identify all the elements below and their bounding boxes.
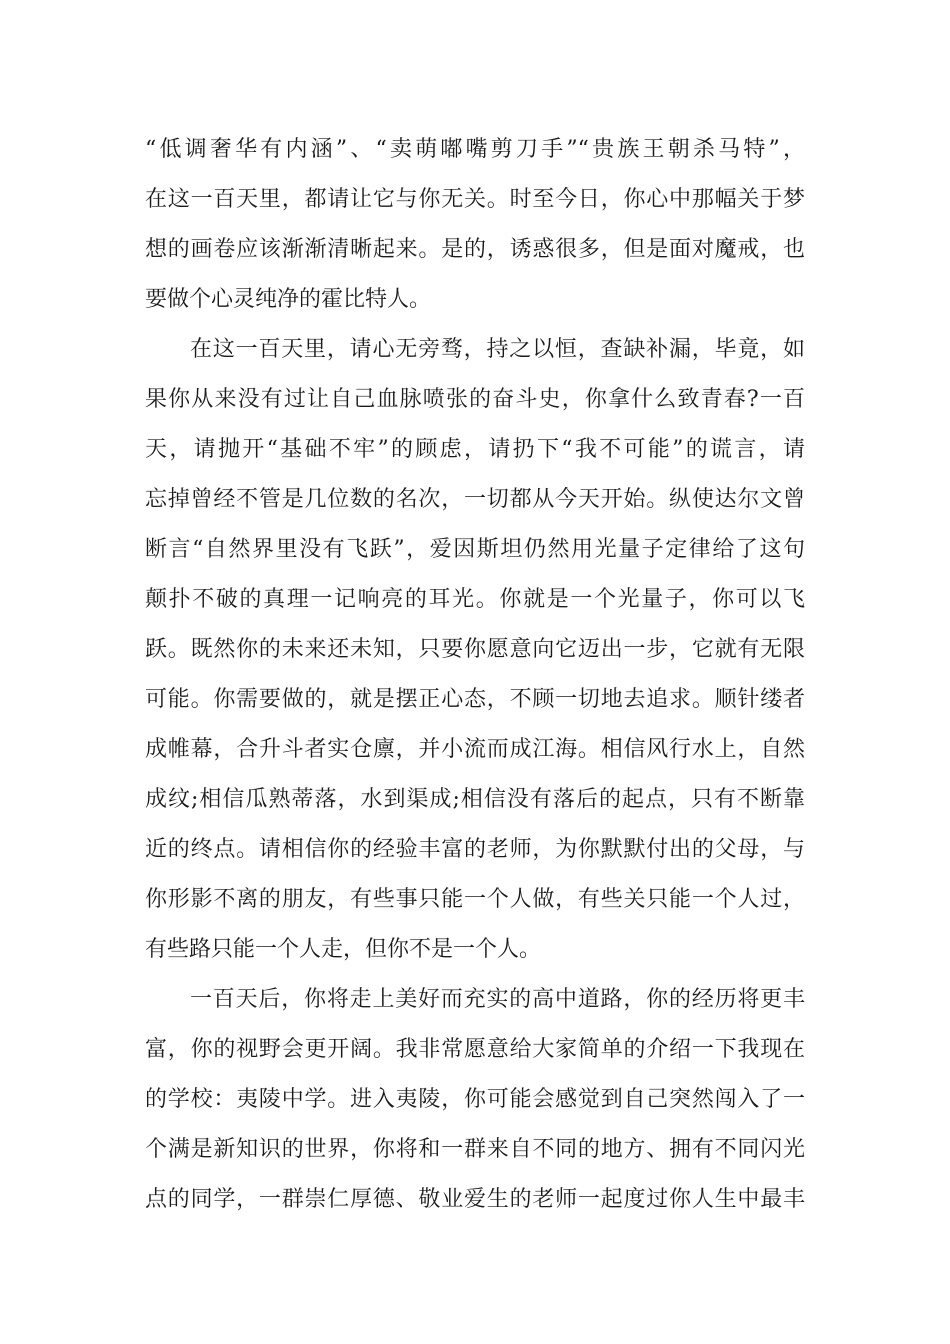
text-line: “低调奢华有内涵”、“卖萌嘟嘴剪刀手”“贵族王朝杀马特”， [145,137,805,162]
text-line: 成帷幕，合升斗者实仓廪，并小流而成江海。相信风行水上，自然 [145,737,805,762]
text-line: 忘掉曾经不管是几位数的名次，一切都从今天开始。纵使达尔文曾 [145,487,805,512]
text-line: 可能。你需要做的，就是摆正心态，不顾一切地去追求。顺针缕者 [145,687,805,712]
text-line: 个满是新知识的世界，你将和一群来自不同的地方、拥有不同闪光 [145,1137,805,1162]
text-line: 你形影不离的朋友，有些事只能一个人做，有些关只能一个人过， [145,887,805,912]
text-line: 成纹;相信瓜熟蒂落，水到渠成;相信没有落后的起点，只有不断靠 [145,787,805,812]
text-line: 富，你的视野会更开阔。我非常愿意给大家简单的介绍一下我现在 [145,1037,805,1062]
text-line: 断言“自然界里没有飞跃”，爱因斯坦仍然用光量子定律给了这句 [145,537,805,562]
text-line: 点的同学，一群崇仁厚德、敬业爱生的老师一起度过你人生中最丰 [145,1187,805,1212]
text-line: 要做个心灵纯净的霍比特人。 [145,287,432,312]
text-line: 有些路只能一个人走，但你不是一个人。 [145,937,542,962]
text-line: 想的画卷应该渐渐清晰起来。是的，诱惑很多，但是面对魔戒，也 [145,237,805,262]
text-line: 天，请抛开“基础不牢”的顾虑，请扔下“我不可能”的谎言，请 [145,437,805,462]
text-line: 果你从来没有过让自己血脉喷张的奋斗史，你拿什么致青春?一百 [145,387,805,412]
text-line: 跃。既然你的未来还未知，只要你愿意向它迈出一步，它就有无限 [145,637,805,662]
text-line: 的学校：夷陵中学。进入夷陵，你可能会感觉到自己突然闯入了一 [145,1087,805,1112]
text-line: 在这一百天里，都请让它与你无关。时至今日，你心中那幅关于梦 [145,187,805,212]
text-line: 近的终点。请相信你的经验丰富的老师，为你默默付出的父母，与 [145,837,805,862]
paragraph-first-line: 一百天后，你将走上美好而充实的高中道路，你的经历将更丰 [190,987,805,1012]
paragraph-first-line: 在这一百天里，请心无旁骛，持之以恒，查缺补漏，毕竟，如 [190,337,805,362]
text-line: 颠扑不破的真理一记响亮的耳光。你就是一个光量子，你可以飞 [145,587,805,612]
